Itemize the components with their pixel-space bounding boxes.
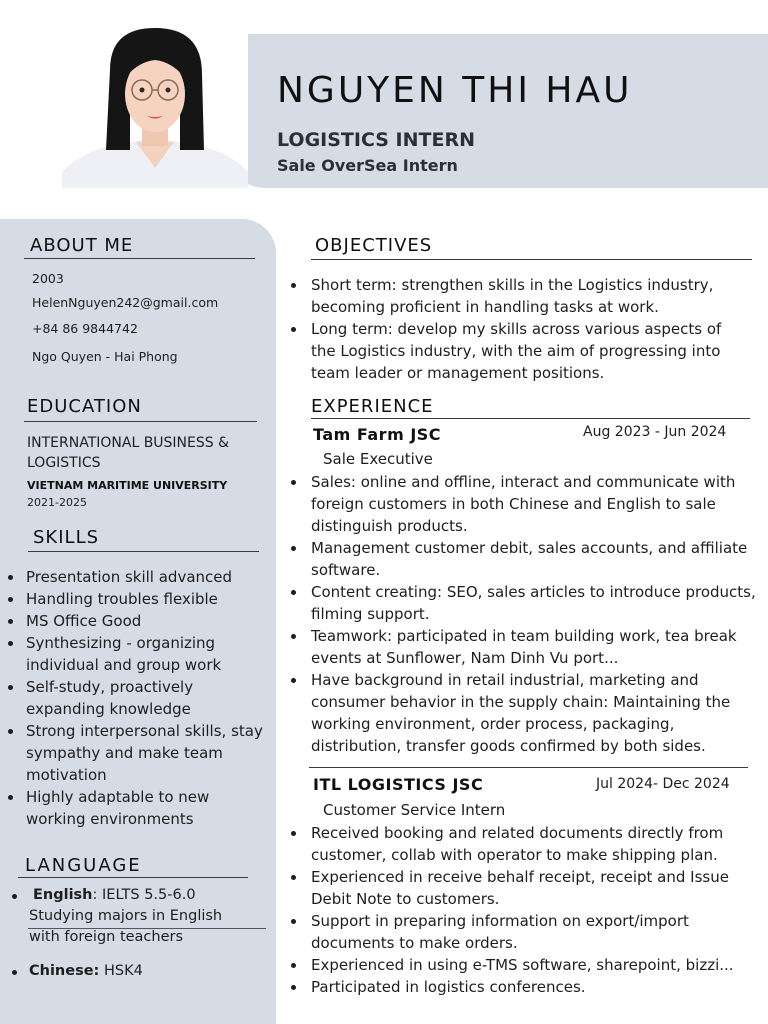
skills-rule	[28, 551, 259, 552]
list-item: Short term: strengthen skills in the Logistics industry, becoming proficient in handling tasks at work.	[291, 274, 741, 318]
education-university: VIETNAM MARITIME UNIVERSITY	[27, 479, 228, 492]
list-item: Participated in logistics conferences.	[291, 976, 761, 998]
candidate-name: NGUYEN THI HAU	[277, 70, 633, 111]
language-chinese	[29, 961, 143, 982]
experience-heading: EXPERIENCE	[311, 396, 434, 417]
list-item: Presentation skill advanced	[8, 566, 270, 588]
language-heading: LANGUAGE	[25, 855, 142, 876]
job-duties-list	[291, 471, 763, 757]
language-rule	[18, 877, 248, 878]
education-rule	[24, 421, 257, 422]
job-dates: Jul 2024- Dec 2024	[596, 776, 730, 792]
company-name: ITL LOGISTICS JSC	[313, 775, 484, 794]
job-subtitle: Sale OverSea Intern	[277, 156, 458, 175]
phone-number: +84 86 9844742	[32, 321, 138, 336]
list-item: Experienced in receive behalf receipt, receipt and Issue Debit Note to customers.	[291, 866, 761, 910]
list-item: Content creating: SEO, sales articles to introduce products, filming support.	[291, 581, 763, 625]
job-title: LOGISTICS INTERN	[277, 129, 475, 151]
company-name: Tam Farm JSC	[313, 425, 442, 444]
job-duties-list	[291, 822, 761, 998]
job-separator	[309, 767, 748, 768]
list-item: MS Office Good	[8, 610, 270, 632]
objectives-list	[291, 274, 741, 384]
skills-heading: SKILLS	[33, 527, 100, 548]
job-dates: Aug 2023 - Jun 2024	[583, 424, 727, 440]
objectives-rule	[311, 259, 752, 260]
skills-list	[8, 566, 270, 830]
language-english-label: English	[33, 887, 93, 903]
education-years: 2021-2025	[27, 496, 87, 509]
language-underline	[28, 928, 266, 929]
job-position: Sale Executive	[323, 450, 433, 468]
language-chinese-detail: HSK4	[99, 963, 143, 979]
education-heading: EDUCATION	[27, 396, 142, 417]
profile-photo	[62, 22, 248, 188]
language-chinese-label: Chinese:	[29, 963, 100, 979]
language-english	[29, 885, 244, 948]
list-item: Long term: develop my skills across various aspects of the Logistics industry, with the aim of progressing into team leader or management positions.	[291, 318, 741, 384]
list-item: Self-study, proactively expanding knowledge	[8, 676, 270, 720]
list-item: Teamwork: participated in team building work, tea break events at Sunflower, Nam Dinh Vu port...	[291, 625, 763, 669]
list-item: Strong interpersonal skills, stay sympathy and make team motivation	[8, 720, 270, 786]
list-item: Synthesizing - organizing individual and group work	[8, 632, 270, 676]
list-item: Management customer debit, sales accounts, and affiliate software.	[291, 537, 763, 581]
experience-rule	[311, 418, 750, 419]
bullet-icon	[12, 970, 17, 975]
list-item: Handling troubles flexible	[8, 588, 270, 610]
bullet-icon	[12, 894, 17, 899]
list-item: Have background in retail industrial, marketing and consumer behavior in the supply chain: Maintaining the working environment, order process, packaging, distribution, transfer goods confirmed by both sides.	[291, 669, 763, 757]
about-rule	[24, 258, 255, 259]
objectives-heading: OBJECTIVES	[315, 235, 433, 256]
language-english-detail: : IELTS 5.5-6.0 Studying majors in English with foreign teachers	[29, 887, 223, 945]
list-item: Highly adaptable to new working environments	[8, 786, 270, 830]
home-address: Ngo Quyen - Hai Phong	[32, 349, 178, 364]
birth-year: 2003	[32, 271, 64, 286]
education-major: INTERNATIONAL BUSINESS & LOGISTICS	[27, 435, 230, 471]
job-position: Customer Service Intern	[323, 801, 506, 819]
list-item: Support in preparing information on export/import documents to make orders.	[291, 910, 761, 954]
email-address: HelenNguyen242@gmail.com	[32, 295, 219, 310]
list-item: Experienced in using e-TMS software, sharepoint, bizzi...	[291, 954, 761, 976]
list-item: Sales: online and offline, interact and communicate with foreign customers in both Chinese and English to sale distinguish products.	[291, 471, 763, 537]
about-heading: ABOUT ME	[30, 235, 134, 256]
list-item: Received booking and related documents directly from customer, collab with operator to make shipping plan.	[291, 822, 761, 866]
